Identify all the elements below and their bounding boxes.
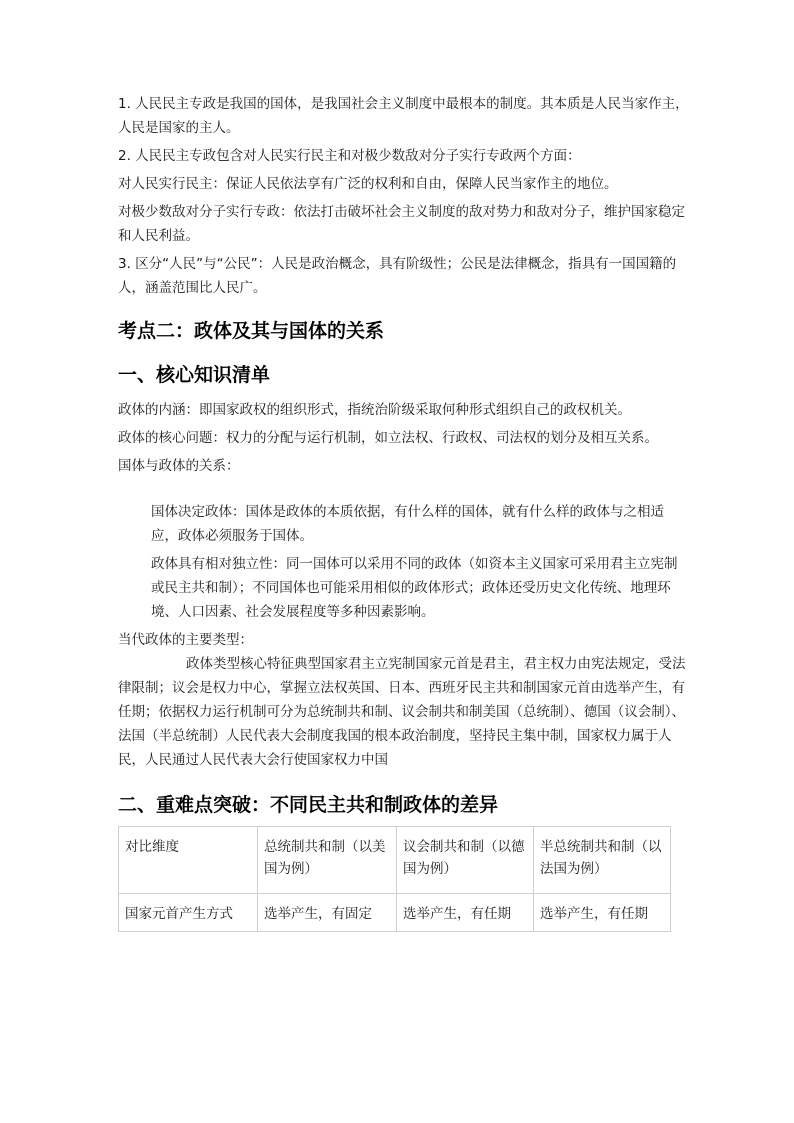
- intro-paragraph-5: 3. 区分“人民”与“公民”：人民是政治概念，具有阶级性；公民是法律概念，指具有一国国籍的人，涵盖范围比人民广。: [118, 256, 677, 296]
- table-header-row: [119, 827, 671, 894]
- table-header-cell: 半总统制共和制（以法国为例）: [534, 827, 671, 894]
- table-cell: 选举产生，有任期: [534, 894, 671, 932]
- relation-item-determines: 国体决定政体：国体是政体的本质依据，有什么样的国体，就有什么样的政体与之相适应，政体必须服务于国体。: [151, 504, 664, 544]
- relation-heading: 国体与政体的关系：: [118, 458, 240, 474]
- regime-definition: 政体的内涵：即国家政权的组织形式，指统治阶级采取何种形式组织自己的政权机关。: [118, 402, 631, 418]
- subsection-title-comparison: 二、重难点突破：不同民主共和制政体的差异: [118, 794, 499, 816]
- relation-item-independence: 政体具有相对独立性：同一国体可以采用不同的政体（如资本主义国家可采用君主立宪制或民主共和制）；不同国体也可能采用相似的政体形式；政体还受历史文化传统、地理环境、人口因素、社会发展程度等多种因素影响。: [151, 556, 678, 620]
- subsection-title-knowledge: 一、核心知识清单: [118, 364, 271, 386]
- table-cell: 选举产生，有任期: [397, 894, 534, 932]
- section-title: 考点二：政体及其与国体的关系: [118, 320, 385, 342]
- intro-paragraph-3: 对人民实行民主：保证人民依法享有广泛的权利和自由，保障人民当家作主的地位。: [118, 176, 618, 192]
- relation-list: [118, 500, 690, 624]
- table-header-cell: 议会制共和制（以德国为例）: [397, 827, 534, 894]
- table-cell: 国家元首产生方式: [119, 894, 258, 932]
- types-heading: 当代政体的主要类型：: [118, 632, 253, 648]
- document-page: [118, 92, 690, 932]
- types-flattened-table-text: 政体类型核心特征典型国家君主立宪制国家元首是君主，君主权力由宪法规定，受法律限制；议会是权力中心，掌握立法权英国、日本、西班牙民主共和制国家元首由选举产生，有任期；依据权力运行机制可分为总统制共和制、议会制共和制美国（总统制）、德国（议会制）、法国（半总统制）人民代表大会制度我国的根本政治制度，坚持民主集中制，国家权力属于人民，人民通过人民代表大会行使国家权力中国: [118, 656, 686, 768]
- intro-paragraph-1: 1. 人民民主专政是我国的国体，是我国社会主义制度中最根本的制度。其本质是人民当家作主，人民是国家的主人。: [118, 96, 689, 136]
- regime-core-issue: 政体的核心问题：权力的分配与运行机制，如立法权、行政权、司法权的划分及相互关系。: [118, 430, 658, 446]
- table-row: [119, 894, 671, 932]
- intro-paragraph-2: 2. 人民民主专政包含对人民实行民主和对极少数敌对分子实行专政两个方面：: [118, 148, 581, 164]
- intro-paragraph-4: 对极少数敌对分子实行专政：依法打击破坏社会主义制度的敌对势力和敌对分子，维护国家稳定和人民利益。: [118, 204, 685, 244]
- comparison-table: [118, 826, 671, 932]
- table-cell: 选举产生，有固定: [258, 894, 397, 932]
- spacer: [118, 482, 690, 500]
- table-header-cell: 总统制共和制（以美国为例）: [258, 827, 397, 894]
- table-header-cell: 对比维度: [119, 827, 258, 894]
